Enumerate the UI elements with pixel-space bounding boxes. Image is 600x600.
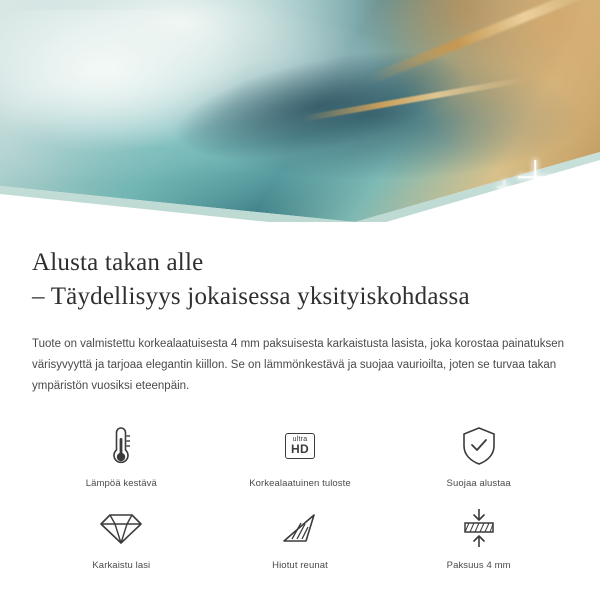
ultra-hd-badge-bottom: HD	[291, 441, 309, 456]
diamond-icon	[99, 505, 143, 551]
feature-label: Suojaa alustaa	[446, 478, 511, 489]
feature-label: Hiotut reunat	[272, 560, 328, 571]
feature-protects-surface	[389, 423, 568, 489]
headline-line-1: Alusta takan alle	[32, 249, 204, 276]
feature-tempered-glass	[32, 505, 211, 571]
polished-edges-icon	[280, 505, 320, 551]
thickness-arrows-icon	[459, 505, 499, 551]
ultra-hd-badge-top: ultra	[292, 435, 308, 443]
headline-line-2: – Täydellisyys jokaisessa yksityiskohdassa	[32, 283, 470, 310]
feature-polished-edges	[211, 505, 390, 571]
description-text: Tuote on valmistettu korkealaatuisesta 4 mm paksuisesta karkaistusta lasista, joka korostaa painatuksen värisyvyyttä ja tarjoaa elegantin kiillon. Se on lämmönkestävä ja suojaa vaurioilta, joten se turvaa takan ympäristön vuosiksi eteenpäin.	[32, 338, 565, 392]
feature-label: Lämpöä kestävä	[85, 478, 157, 489]
feature-grid	[32, 423, 568, 571]
feature-label: Korkealaatuinen tuloste	[249, 478, 351, 489]
shield-check-icon	[459, 423, 499, 469]
page-title	[32, 246, 568, 314]
content-area	[0, 246, 600, 571]
feature-label: Karkaistu lasi	[92, 560, 151, 571]
thermometer-icon	[107, 423, 135, 469]
feature-high-quality-print	[211, 423, 390, 489]
ultra-hd-icon	[285, 423, 315, 469]
feature-heat-resistant	[32, 423, 211, 489]
sparkle-icon	[548, 176, 570, 198]
feature-label: Paksuus 4 mm	[446, 560, 511, 571]
feature-thickness	[389, 505, 568, 571]
hero-image	[0, 0, 600, 222]
